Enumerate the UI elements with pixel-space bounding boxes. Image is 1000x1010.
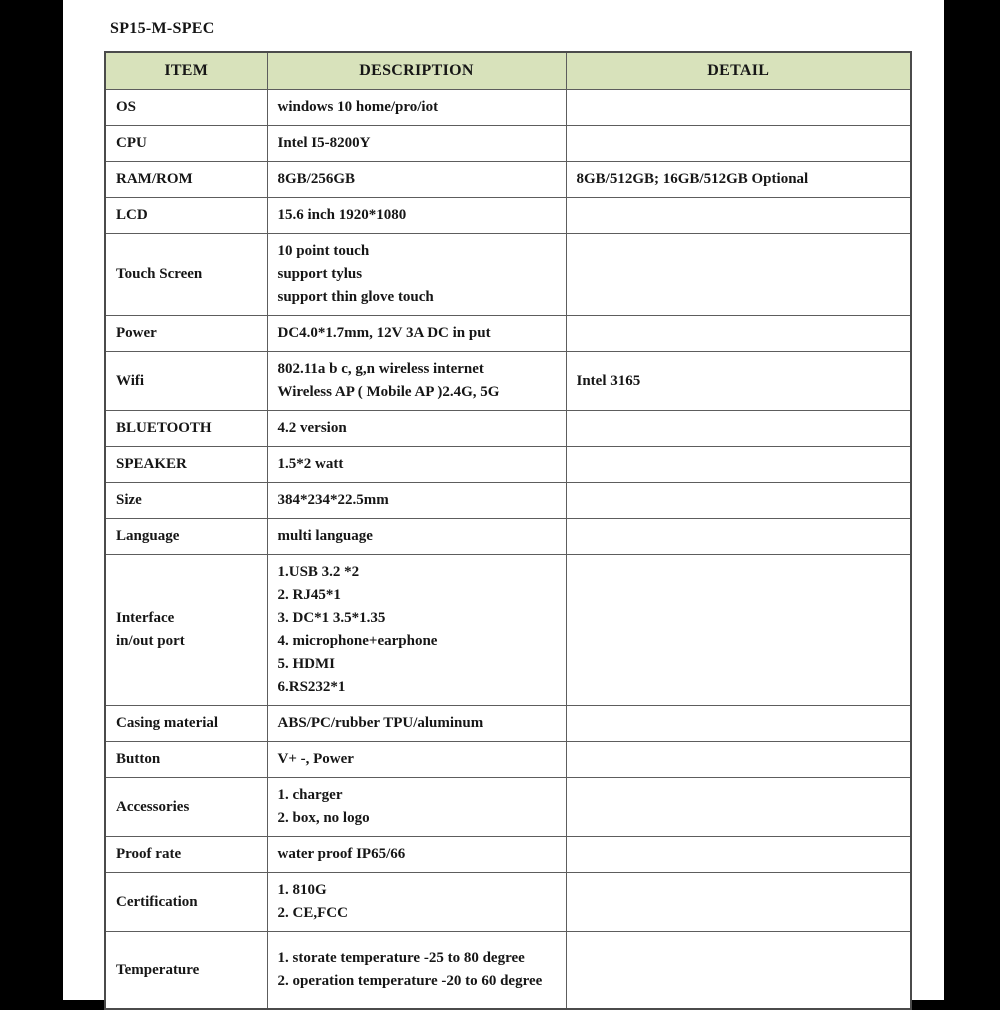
description-cell: [267, 742, 566, 778]
table-row: [105, 932, 911, 1010]
header-row: [105, 52, 911, 90]
detail-cell: [566, 706, 911, 742]
item-cell: [105, 411, 267, 447]
description-cell: [267, 873, 566, 932]
cell-line: 3. DC*1 3.5*1.35: [277, 610, 386, 626]
detail-cell: [566, 198, 911, 234]
item-cell: [105, 742, 267, 778]
item-cell: [105, 837, 267, 873]
document-page: [63, 0, 944, 1000]
description-cell: [267, 519, 566, 555]
description-cell: [267, 555, 566, 706]
item-cell: [105, 519, 267, 555]
cell-line: 8GB/256GB: [277, 171, 356, 187]
col-header-description: DESCRIPTION: [267, 52, 566, 90]
cell-line: 802.11a b c, g,n wireless internet: [277, 361, 484, 377]
detail-cell: [566, 411, 911, 447]
cell-line: 8GB/512GB; 16GB/512GB Optional: [576, 171, 809, 187]
cell-line: Button: [116, 751, 161, 767]
cell-line: 1. 810G: [277, 882, 327, 898]
detail-cell: [566, 90, 911, 126]
cell-line: ABS/PC/rubber TPU/aluminum: [277, 715, 484, 731]
description-cell: [267, 706, 566, 742]
description-cell: [267, 126, 566, 162]
page-title: SP15-M-SPEC: [110, 20, 215, 37]
description-cell: [267, 198, 566, 234]
cell-line: 2. RJ45*1: [277, 587, 341, 603]
cell-line: SPEAKER: [116, 456, 187, 472]
cell-line: water proof IP65/66: [277, 846, 406, 862]
cell-line: 1. storate temperature -25 to 80 degree: [277, 950, 525, 966]
table-row: [105, 126, 911, 162]
cell-line: in/out port: [116, 633, 185, 649]
cell-line: 6.RS232*1: [277, 679, 346, 695]
cell-line: support thin glove touch: [277, 289, 434, 305]
table-row: [105, 411, 911, 447]
description-cell: [267, 837, 566, 873]
description-cell: [267, 447, 566, 483]
cell-line: Certification: [116, 893, 198, 910]
cell-line: 5. HDMI: [277, 656, 335, 672]
table-row: [105, 234, 911, 316]
cell-line: Interface: [116, 610, 175, 626]
table-row: [105, 90, 911, 126]
cell-line: V+ -, Power: [277, 751, 354, 767]
cell-line: Casing material: [116, 715, 219, 731]
table-row: [105, 483, 911, 519]
cell-line: Size: [116, 492, 142, 508]
table-row: [105, 352, 911, 411]
item-cell: [105, 198, 267, 234]
detail-cell: [566, 555, 911, 706]
detail-cell: [566, 234, 911, 316]
col-header-item: ITEM: [105, 52, 267, 90]
item-cell: [105, 316, 267, 352]
cell-line: 4.2 version: [277, 420, 347, 436]
item-cell: [105, 778, 267, 837]
description-cell: [267, 352, 566, 411]
cell-line: support tylus: [277, 266, 363, 282]
cell-line: 1.USB 3.2 *2: [277, 564, 360, 580]
cell-line: multi language: [277, 528, 373, 544]
cell-line: 15.6 inch 1920*1080: [277, 207, 407, 223]
cell-line: 2. box, no logo: [277, 810, 370, 826]
cell-line: windows 10 home/pro/iot: [277, 99, 439, 115]
cell-line: 384*234*22.5mm: [277, 492, 389, 508]
cell-line: 2. operation temperature -20 to 60 degree: [277, 973, 543, 989]
item-cell: [105, 483, 267, 519]
cell-line: DC4.0*1.7mm, 12V 3A DC in put: [277, 325, 491, 341]
detail-cell: [566, 162, 911, 198]
cell-line: 4. microphone+earphone: [277, 633, 438, 649]
cell-line: 10 point touch: [277, 243, 370, 259]
cell-line: 2. CE,FCC: [277, 905, 348, 921]
detail-cell: [566, 932, 911, 1010]
item-cell: [105, 447, 267, 483]
table-row: [105, 519, 911, 555]
detail-cell: [566, 873, 911, 932]
detail-cell: [566, 447, 911, 483]
description-cell: [267, 316, 566, 352]
detail-cell: [566, 483, 911, 519]
cell-line: BLUETOOTH: [116, 420, 212, 436]
spec-table: [104, 51, 912, 1010]
cell-line: Accessories: [116, 798, 190, 815]
item-cell: [105, 706, 267, 742]
cell-line: 1. charger: [277, 787, 343, 803]
item-cell: [105, 932, 267, 1010]
description-cell: [267, 932, 566, 1010]
detail-cell: [566, 778, 911, 837]
description-cell: [267, 90, 566, 126]
cell-line: Language: [116, 528, 180, 544]
cell-line: Temperature: [116, 961, 200, 978]
item-cell: [105, 126, 267, 162]
detail-cell: [566, 519, 911, 555]
item-cell: [105, 352, 267, 411]
cell-line: LCD: [116, 207, 148, 223]
item-cell: [105, 555, 267, 706]
table-row: [105, 555, 911, 706]
table-row: [105, 447, 911, 483]
cell-line: Intel 3165: [576, 372, 641, 389]
item-cell: [105, 234, 267, 316]
description-cell: [267, 234, 566, 316]
table-row: [105, 706, 911, 742]
description-cell: [267, 483, 566, 519]
cell-line: OS: [116, 99, 137, 115]
cell-line: RAM/ROM: [116, 171, 193, 187]
item-cell: [105, 90, 267, 126]
item-cell: [105, 873, 267, 932]
col-header-detail: DETAIL: [566, 52, 911, 90]
description-cell: [267, 411, 566, 447]
cell-line: Power: [116, 325, 157, 341]
cell-line: 1.5*2 watt: [277, 456, 344, 472]
detail-cell: [566, 742, 911, 778]
detail-cell: [566, 316, 911, 352]
description-cell: [267, 162, 566, 198]
table-row: [105, 198, 911, 234]
detail-cell: [566, 126, 911, 162]
cell-line: Intel I5-8200Y: [277, 135, 371, 151]
cell-line: Touch Screen: [116, 266, 203, 282]
cell-line: Wifi: [116, 372, 145, 389]
table-row: [105, 742, 911, 778]
detail-cell: [566, 352, 911, 411]
description-cell: [267, 778, 566, 837]
item-cell: [105, 162, 267, 198]
table-row: [105, 837, 911, 873]
spec-table-body: [105, 90, 911, 1010]
table-row: [105, 778, 911, 837]
table-row: [105, 316, 911, 352]
table-row: [105, 162, 911, 198]
table-row: [105, 873, 911, 932]
detail-cell: [566, 837, 911, 873]
cell-line: Wireless AP ( Mobile AP )2.4G, 5G: [277, 384, 500, 400]
cell-line: Proof rate: [116, 846, 182, 862]
cell-line: CPU: [116, 135, 147, 151]
